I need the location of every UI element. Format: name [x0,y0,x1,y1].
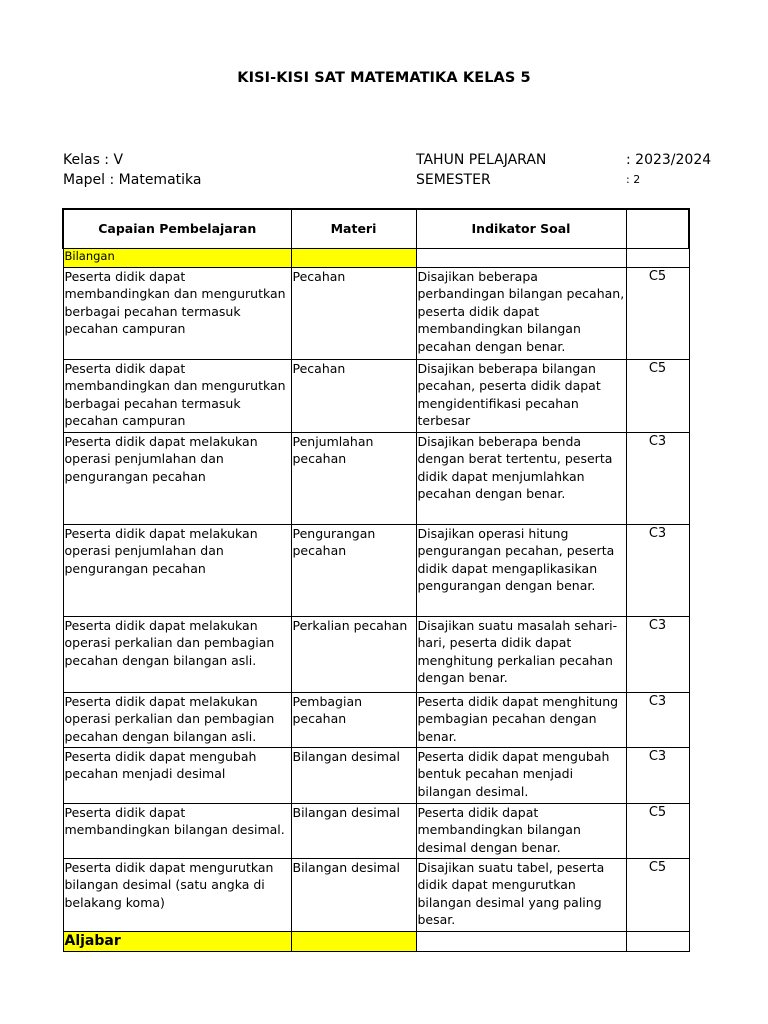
semester-value: : 2 [626,173,641,186]
materi-cell: Pengurangan pecahan [291,524,416,616]
semester-label: SEMESTER [416,172,491,188]
materi-cell: Bilangan desimal [291,858,416,931]
level-cell: C5 [626,267,689,359]
indikator-cell: Disajikan beberapa perbandingan bilangan pecahan, peserta didik dapat membandingkan bilangan pecahan dengan benar. [416,267,626,359]
capaian-cell: Peserta didik dapat membandingkan dan mengurutkan berbagai pecahan termasuk pecahan campuran [63,359,291,432]
table-header-row [63,209,689,248]
header-indikator: Indikator Soal [416,209,626,248]
mapel-label: Mapel : Matematika [63,172,202,188]
indikator-cell: Peserta didik dapat menghitung pembagian pecahan dengan benar. [416,692,626,747]
indikator-cell: Disajikan beberapa benda dengan berat tertentu, peserta didik dapat menjumlahkan pecahan dengan benar. [416,432,626,524]
table-row [63,858,689,931]
level-cell: C5 [626,858,689,931]
table-row [63,803,689,858]
header-materi: Materi [291,209,416,248]
table-row [63,616,689,692]
section-fill [291,248,416,267]
materi-cell: Penjumlahan pecahan [291,432,416,524]
section-empty [626,248,689,267]
materi-cell: Bilangan desimal [291,803,416,858]
table-row [63,359,689,432]
level-cell: C3 [626,524,689,616]
materi-cell: Bilangan desimal [291,747,416,803]
table-row [63,267,689,359]
document-title: KISI-KISI SAT MATEMATIKA KELAS 5 [237,70,531,86]
capaian-cell: Peserta didik dapat membandingkan dan mengurutkan berbagai pecahan termasuk pecahan campuran [63,267,291,359]
section-empty [416,248,626,267]
level-cell: C3 [626,616,689,692]
section-row-bilangan [63,248,689,267]
level-cell: C5 [626,359,689,432]
capaian-cell: Peserta didik dapat membandingkan bilangan desimal. [63,803,291,858]
section-label-aljabar: Aljabar [63,931,291,951]
materi-cell: Perkalian pecahan [291,616,416,692]
materi-cell: Pecahan [291,359,416,432]
capaian-cell: Peserta didik dapat mengurutkan bilangan desimal (satu angka di belakang koma) [63,858,291,931]
table-row [63,747,689,803]
tahun-pelajaran-label: TAHUN PELAJARAN [416,152,547,168]
indikator-cell: Peserta didik dapat membandingkan bilangan desimal dengan benar. [416,803,626,858]
capaian-cell: Peserta didik dapat mengubah pecahan menjadi desimal [63,747,291,803]
indikator-cell: Disajikan operasi hitung pengurangan pecahan, peserta didik dapat mengaplikasikan pengurangan dengan benar. [416,524,626,616]
table-row [63,432,689,524]
capaian-cell: Peserta didik dapat melakukan operasi perkalian dan pembagian pecahan dengan bilangan asli. [63,692,291,747]
section-row-aljabar [63,931,689,951]
materi-cell: Pecahan [291,267,416,359]
indikator-cell: Disajikan suatu tabel, peserta didik dapat mengurutkan bilangan desimal yang paling besar. [416,858,626,931]
kelas-label: Kelas : V [63,152,124,168]
section-fill [291,931,416,951]
capaian-cell: Peserta didik dapat melakukan operasi penjumlahan dan pengurangan pecahan [63,524,291,616]
section-label-bilangan: Bilangan [63,248,291,267]
indikator-cell: Disajikan beberapa bilangan pecahan, peserta didik dapat mengidentifikasi pecahan terbesar [416,359,626,432]
kisi-kisi-table [62,208,690,952]
header-level [626,209,689,248]
indikator-cell: Disajikan suatu masalah sehari-hari, peserta didik dapat menghitung perkalian pecahan dengan benar. [416,616,626,692]
section-empty [416,931,626,951]
section-empty [626,931,689,951]
table-row [63,524,689,616]
tahun-pelajaran-value: : 2023/2024 [626,152,712,168]
indikator-cell: Peserta didik dapat mengubah bentuk pecahan menjadi bilangan desimal. [416,747,626,803]
level-cell: C3 [626,747,689,803]
header-capaian: Capaian Pembelajaran [63,209,291,248]
table-row [63,692,689,747]
capaian-cell: Peserta didik dapat melakukan operasi perkalian dan pembagian pecahan dengan bilangan asli. [63,616,291,692]
level-cell: C3 [626,432,689,524]
materi-cell: Pembagian pecahan [291,692,416,747]
capaian-cell: Peserta didik dapat melakukan operasi penjumlahan dan pengurangan pecahan [63,432,291,524]
level-cell: C3 [626,692,689,747]
level-cell: C5 [626,803,689,858]
